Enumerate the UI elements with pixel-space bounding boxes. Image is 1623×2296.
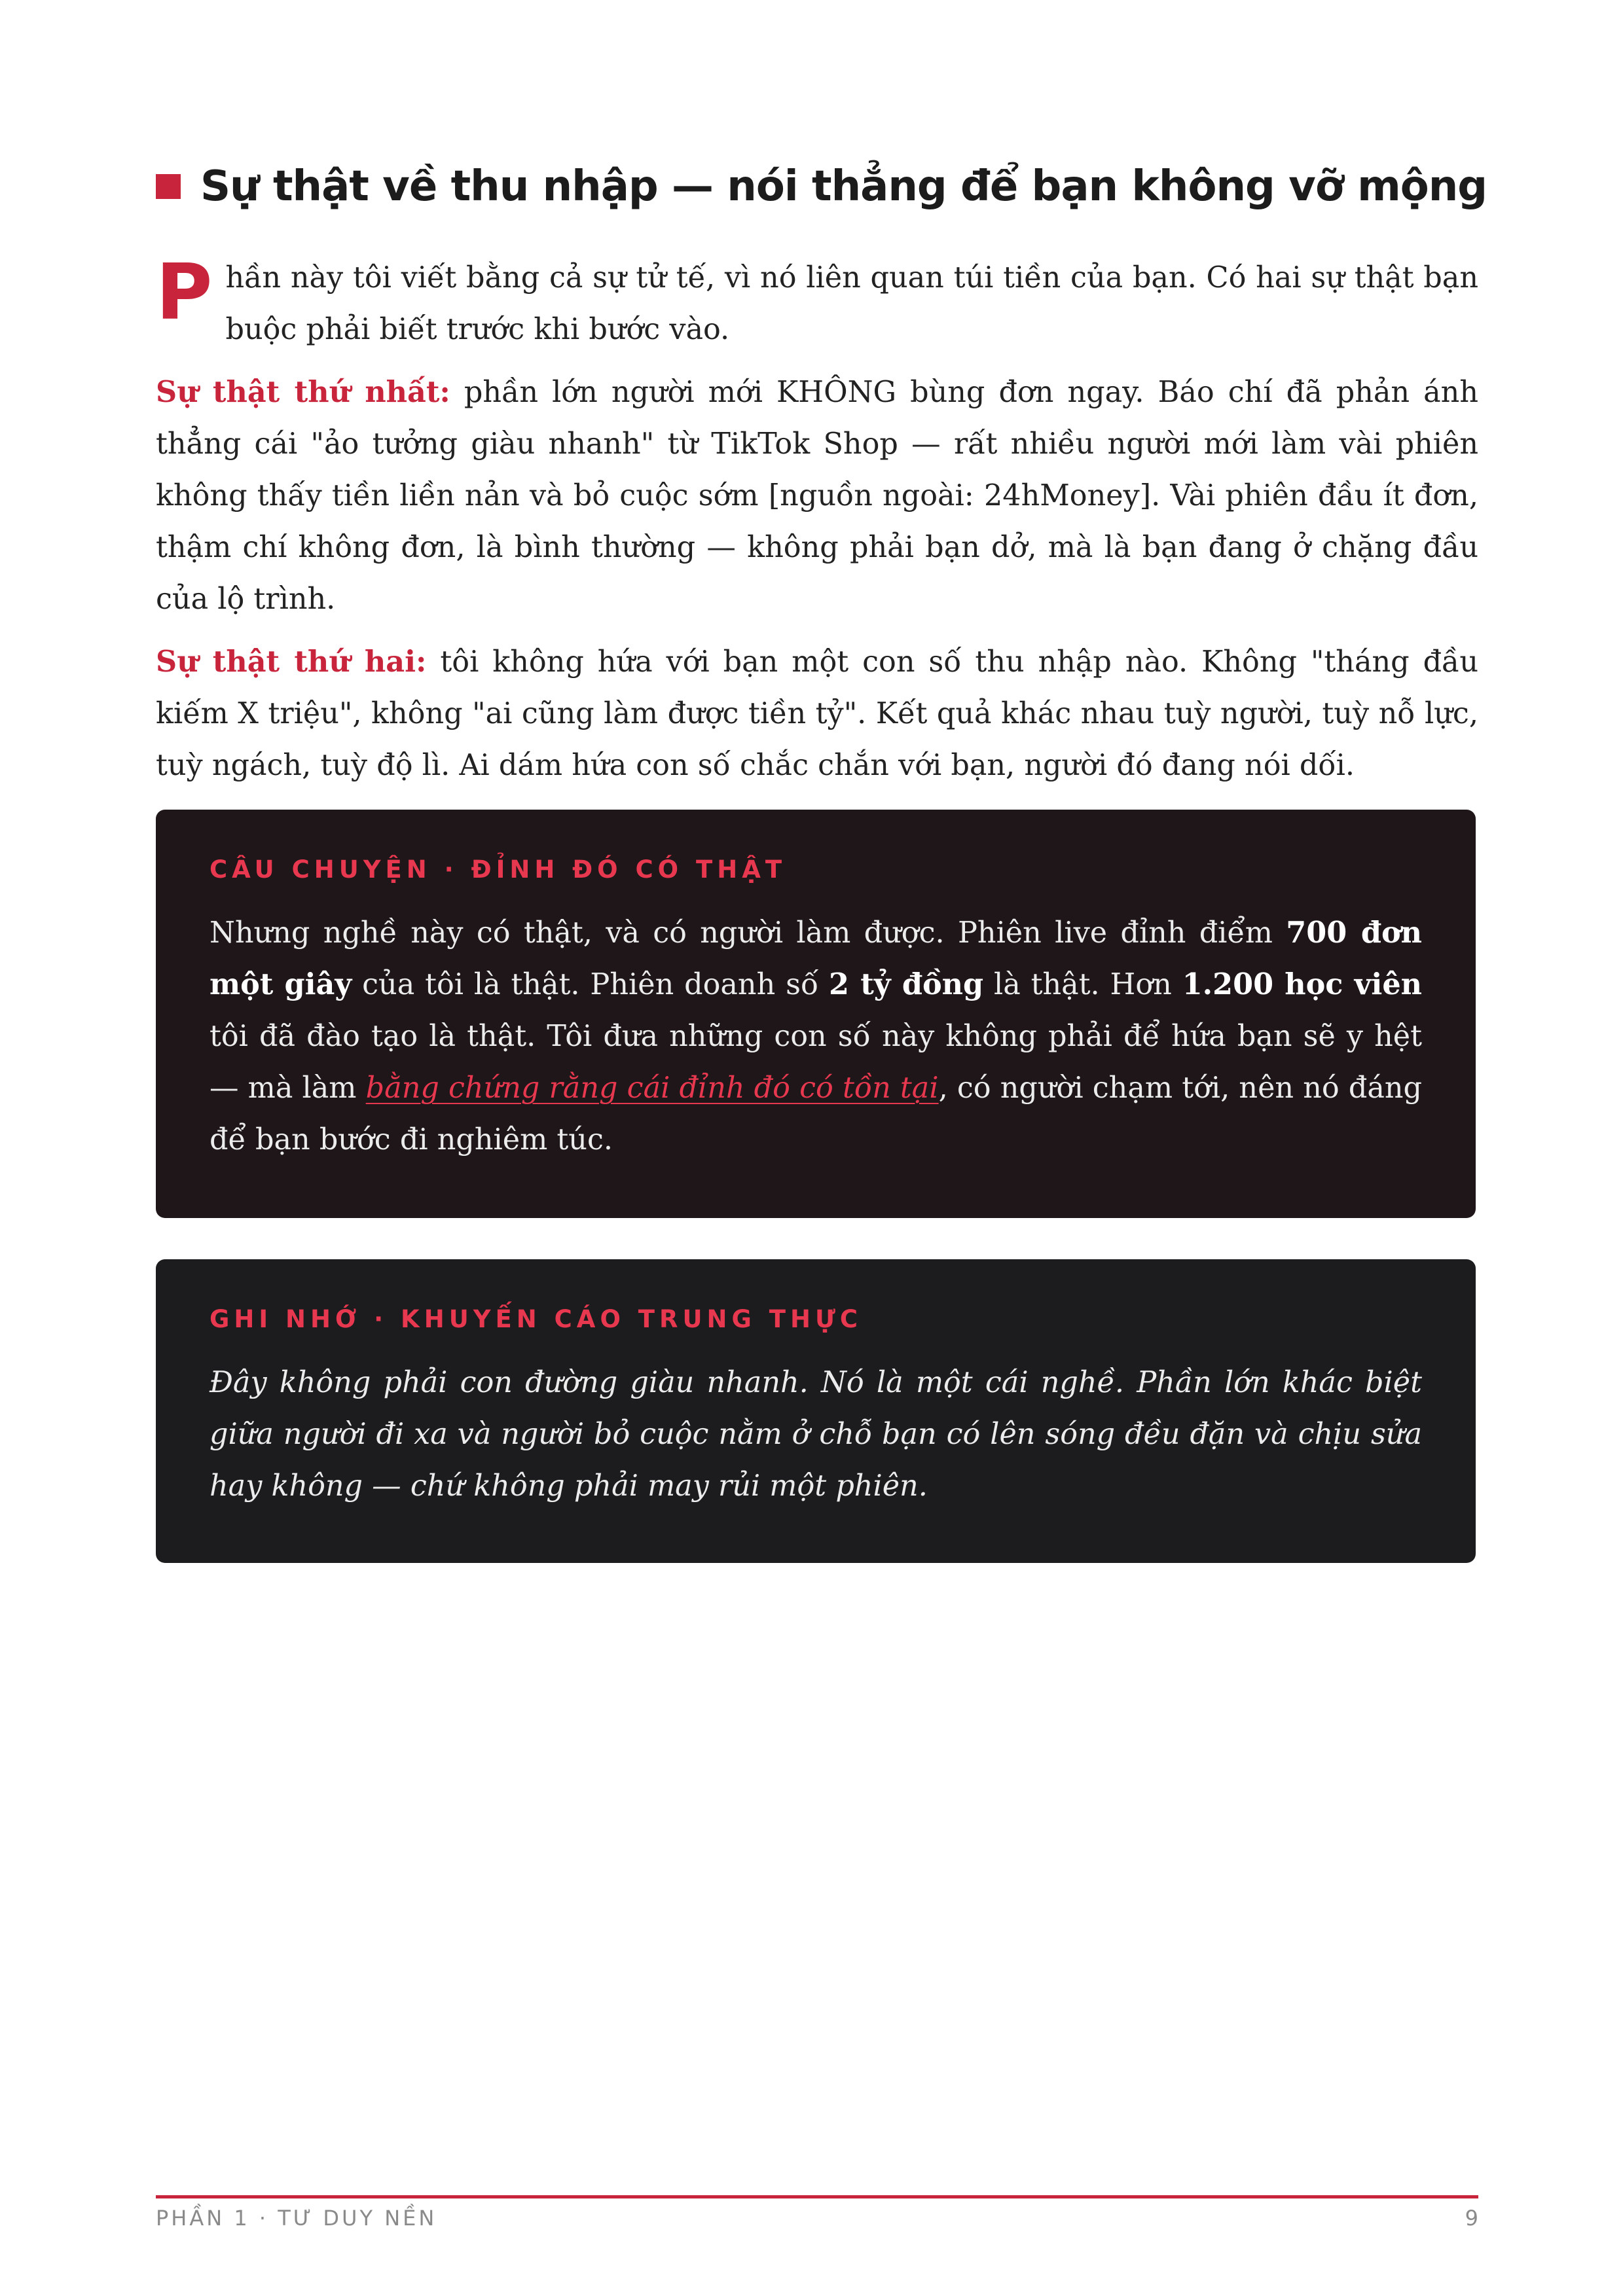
note-box-text: Đây không phải con đường giàu nhanh. Nó là một cái nghề. Phần lớn khác biệt giữa người đi xa và người bỏ cuộc nằm ở chỗ bạn có lên sóng đều đặn và chịu sửa hay không — chứ không phải may rủi một phiên. — [210, 1366, 1422, 1503]
story-bold-students: 1.200 học viên — [1182, 967, 1423, 1001]
truth-two-paragraph — [156, 636, 1478, 791]
drop-cap: P — [156, 247, 213, 337]
story-bold-revenue: 2 tỷ đồng — [829, 967, 984, 1001]
note-box-label: GHI NHỚ · KHUYẾN CÁO TRUNG THỰC — [210, 1305, 863, 1333]
heading-title: Sự thật về thu nhập — nói thẳng để bạn không vỡ mộng — [200, 162, 1487, 211]
section-heading — [156, 162, 1487, 211]
story-bold-orders: 700 đơn một giây — [210, 916, 1422, 1001]
intro-paragraph — [156, 247, 1478, 355]
truth-one-paragraph — [156, 367, 1478, 625]
story-text-5: , có người chạm tới, nên nó đáng để bạn bước đi nghiêm túc. — [210, 1071, 1423, 1157]
note-callout-box — [156, 1259, 1476, 1563]
story-text-3: là thật. Hơn — [983, 968, 1182, 1001]
story-emphasis: bằng chứng rằng cái đỉnh đó có tồn tại — [365, 1071, 939, 1105]
body-text — [156, 247, 1478, 802]
story-text-2: của tôi là thật. Phiên doanh số — [352, 968, 830, 1001]
footer-rule — [156, 2195, 1478, 2198]
footer-page-number: 9 — [1465, 2206, 1478, 2231]
heading-bullet-square — [156, 174, 181, 199]
story-callout-box — [156, 810, 1476, 1218]
story-box-label: CÂU CHUYỆN · ĐỈNH ĐÓ CÓ THẬT — [210, 855, 787, 884]
truth-two-lead: Sự thật thứ hai: — [156, 645, 427, 679]
story-box-text — [210, 907, 1422, 1166]
footer-section-label: PHẦN 1 · TƯ DUY NỀN — [156, 2206, 437, 2231]
story-text-1: Nhưng nghề này có thật, và có người làm được. Phiên live đỉnh điểm — [210, 916, 1286, 950]
truth-one-lead: Sự thật thứ nhất: — [156, 375, 450, 409]
intro-text: hần này tôi viết bằng cả sự tử tế, vì nó liên quan túi tiền của bạn. Có hai sự thật bạn buộc phải biết trước khi bước vào. — [225, 261, 1478, 346]
story-text-4: tôi đã đào tạo là thật. Tôi đưa những con số này không phải để hứa bạn sẽ y hệt — mà làm — [210, 1020, 1422, 1105]
truth-one-text: phần lớn người mới KHÔNG bùng đơn ngay. Báo chí đã phản ánh thẳng cái "ảo tưởng giàu nhanh" từ TikTok Shop — rất nhiều người mới làm vài phiên không thấy tiền liền nản và bỏ cuộc sớm [nguồn ngoài: 24hMoney]. Vài phiên đầu ít đơn, thậm chí không đơn, là bình thường — không phải bạn dở, mà là bạn đang ở chặng đầu của lộ trình. — [156, 376, 1478, 616]
truth-two-text: tôi không hứa với bạn một con số thu nhập nào. Không "tháng đầu kiếm X triệu", không "ai cũng làm được tiền tỷ". Kết quả khác nhau tuỳ người, tuỳ nỗ lực, tuỳ ngách, tuỳ độ lì. Ai dám hứa con số chắc chắn với bạn, người đó đang nói dối. — [156, 645, 1478, 782]
